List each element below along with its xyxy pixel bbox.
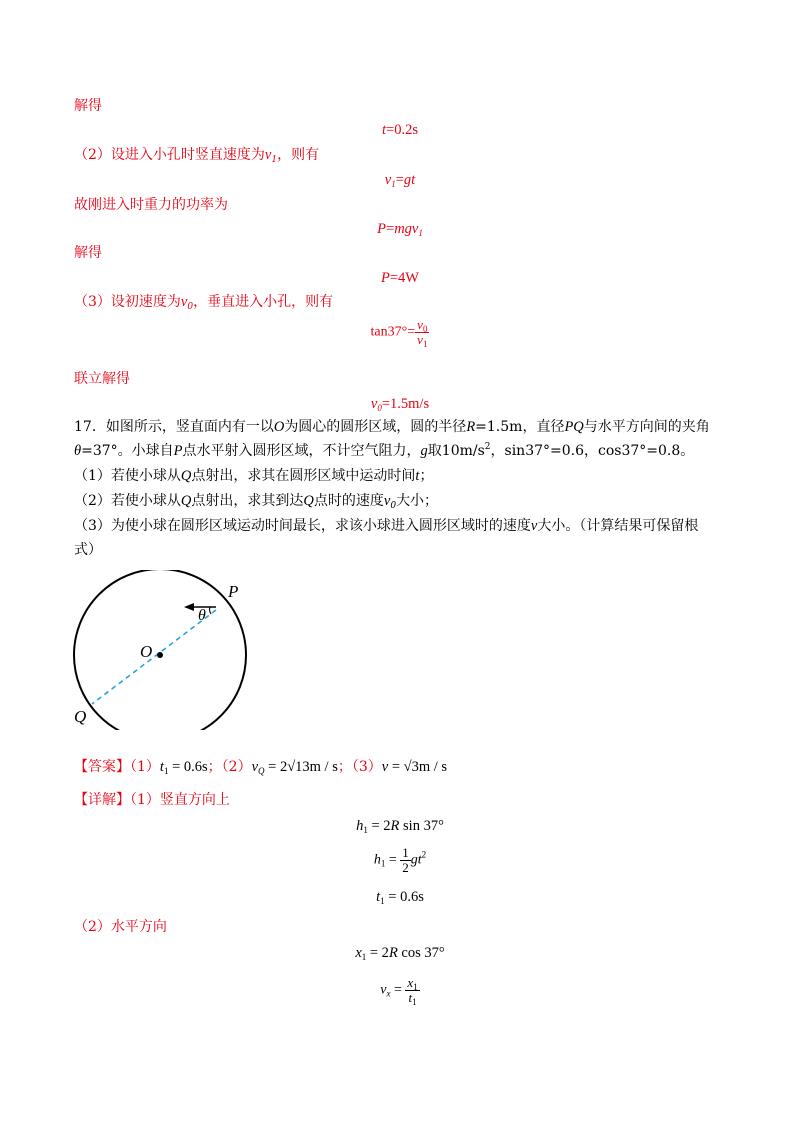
- question-3-setup: （3）设初速度为$v_0$，垂直进入小孔，则有: [74, 294, 334, 312]
- equation-t1: $t_1 = 0.6s$: [376, 889, 424, 906]
- equation-h1-b: $h_1$ = $\frac{1}{2}$ $gt^2$: [373, 845, 427, 875]
- problem-17-line-2: θ=37°。小球自P点水平射入圆形区域，不计空气阻力，g取$10m/s^2$，sin37°=0.6，cos37°=0.8。: [74, 442, 695, 459]
- problem-17-q3-line-1: （3）为使小球在圆形区域运动时间最长，求该小球进入圆形区域时的速度v大小。（计算结果可保留根: [74, 518, 699, 534]
- diameter-pq: [92, 610, 216, 704]
- equation-v0: $v_0=1.5m/s$: [370, 396, 430, 413]
- equation-x1: $x_1 = 2R$ cos 37°: [355, 945, 445, 962]
- answer-tag: 【答案】: [74, 759, 130, 775]
- equation-v1: $v_1=gt$: [384, 172, 416, 189]
- jiede-label-2: 解得: [74, 245, 102, 261]
- problem-17-q3-line-2: 式）: [74, 542, 102, 558]
- label-p: P: [228, 582, 239, 601]
- label-theta: θ: [198, 607, 206, 624]
- jiede-label-1: 解得: [74, 98, 102, 114]
- equation-h1: $h_1 = 2R$ sin 37°: [356, 818, 444, 835]
- circle-boundary: [74, 570, 246, 730]
- angle-arc: [210, 607, 211, 614]
- label-o: O: [140, 642, 153, 661]
- equation-tan: tan37°= $\frac{v_0}{v_1}$: [370, 317, 428, 349]
- equation-t: t=0.2s: [382, 122, 418, 138]
- problem-17-q2: （2）若使小球从Q点射出，求其到达Q点时的速度$v_0$大小；: [74, 493, 439, 511]
- answer-line: 【答案】$(1)t_1 = 0.6s$；$(2)v_Q = 2√13m / s$；（3）v = √3m / s: [74, 759, 448, 776]
- equation-power: P=mgv$_1$: [377, 221, 423, 238]
- problem-17-q1: （1）若使小球从Q点射出，求其在圆形区域中运动时间t；: [74, 468, 434, 484]
- arrow-head: [184, 603, 194, 611]
- equation-vx: $v_x$ = $\frac{x_1}{t_1}$: [380, 975, 418, 1007]
- detail-line-2: （2）水平方向: [74, 919, 167, 935]
- question-2-setup: （2）设进入小孔时竖直速度为$v_1$，则有: [74, 147, 320, 165]
- circle-figure: [60, 570, 260, 730]
- detail-line-1: 【详解】（1）竖直方向上: [74, 792, 230, 808]
- problem-17-line-1: 17．如图所示，竖直面内有一以O为圆心的圆形区域，圆的半径R=1.5m，直径PQ与水平方向间的夹角: [74, 419, 710, 435]
- lianli-label: 联立解得: [74, 371, 130, 387]
- center-point: [157, 652, 163, 658]
- equation-power-value: P=4W: [381, 270, 419, 286]
- power-intro: 故刚进入时重力的功率为: [74, 197, 228, 213]
- label-q: Q: [74, 707, 87, 726]
